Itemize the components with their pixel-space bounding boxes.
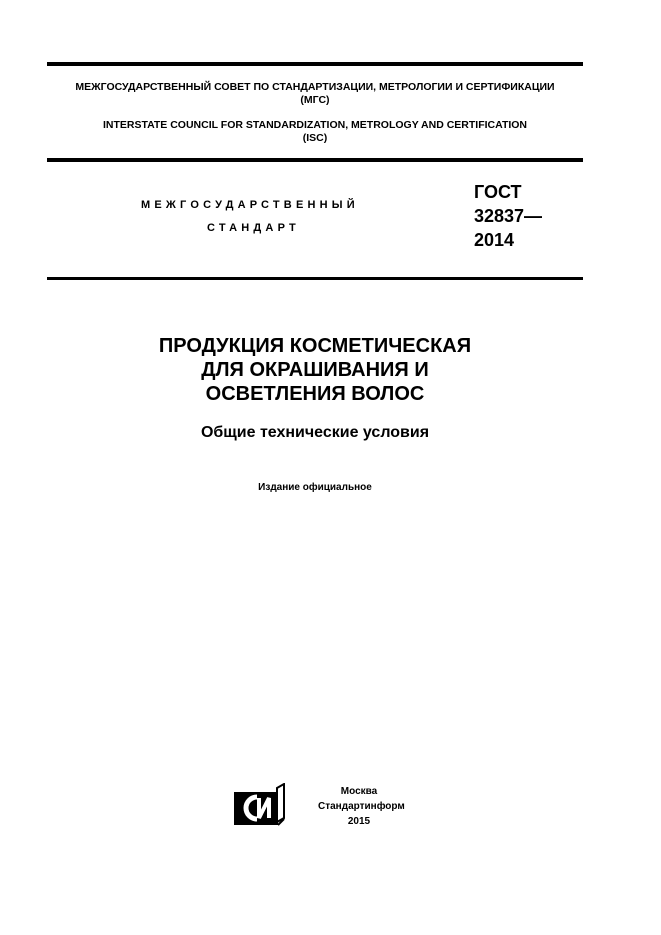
- lower-rule: [47, 277, 583, 280]
- standard-code-year: 2014: [474, 230, 515, 250]
- publisher-name: Стандартинформ: [318, 801, 405, 812]
- standard-code-prefix: ГОСТ: [474, 182, 522, 202]
- publisher-imprint: [318, 784, 405, 829]
- standartinform-logo-icon: [233, 783, 289, 829]
- standard-code: [474, 180, 542, 252]
- document-title-line1: ПРОДУКЦИЯ КОСМЕТИЧЕСКАЯ: [158, 335, 472, 357]
- standard-type-line2: СТАНДАРТ: [207, 222, 300, 234]
- top-rule: [47, 62, 583, 66]
- council-name-en-text: INTERSTATE COUNCIL FOR STANDARDIZATION, METROLOGY AND CERTIFICATION: [102, 119, 528, 131]
- middle-rule: [47, 158, 583, 162]
- council-name-ru-text: МЕЖГОСУДАРСТВЕННЫЙ СОВЕТ ПО СТАНДАРТИЗАЦИИ, МЕТРОЛОГИИ И СЕРТИФИКАЦИИ: [75, 81, 555, 93]
- edition-note: Издание официальное: [258, 482, 372, 493]
- council-abbr-en: (ISC): [302, 132, 328, 144]
- document-subtitle: Общие технические условия: [200, 424, 430, 441]
- council-abbr-ru: (МГС): [300, 94, 330, 106]
- standard-code-number: 32837—: [474, 206, 543, 226]
- document-title: [47, 334, 583, 406]
- council-name-en: [47, 119, 583, 145]
- standard-type-line1: МЕЖГОСУДАРСТВЕННЫЙ: [141, 199, 359, 211]
- council-name-ru: [47, 81, 583, 107]
- document-title-line2: ДЛЯ ОКРАШИВАНИЯ И: [201, 359, 429, 381]
- publisher-year: 2015: [347, 816, 371, 827]
- publisher-city: Москва: [340, 786, 378, 797]
- document-title-line3: ОСВЕТЛЕНИЯ ВОЛОС: [205, 383, 425, 405]
